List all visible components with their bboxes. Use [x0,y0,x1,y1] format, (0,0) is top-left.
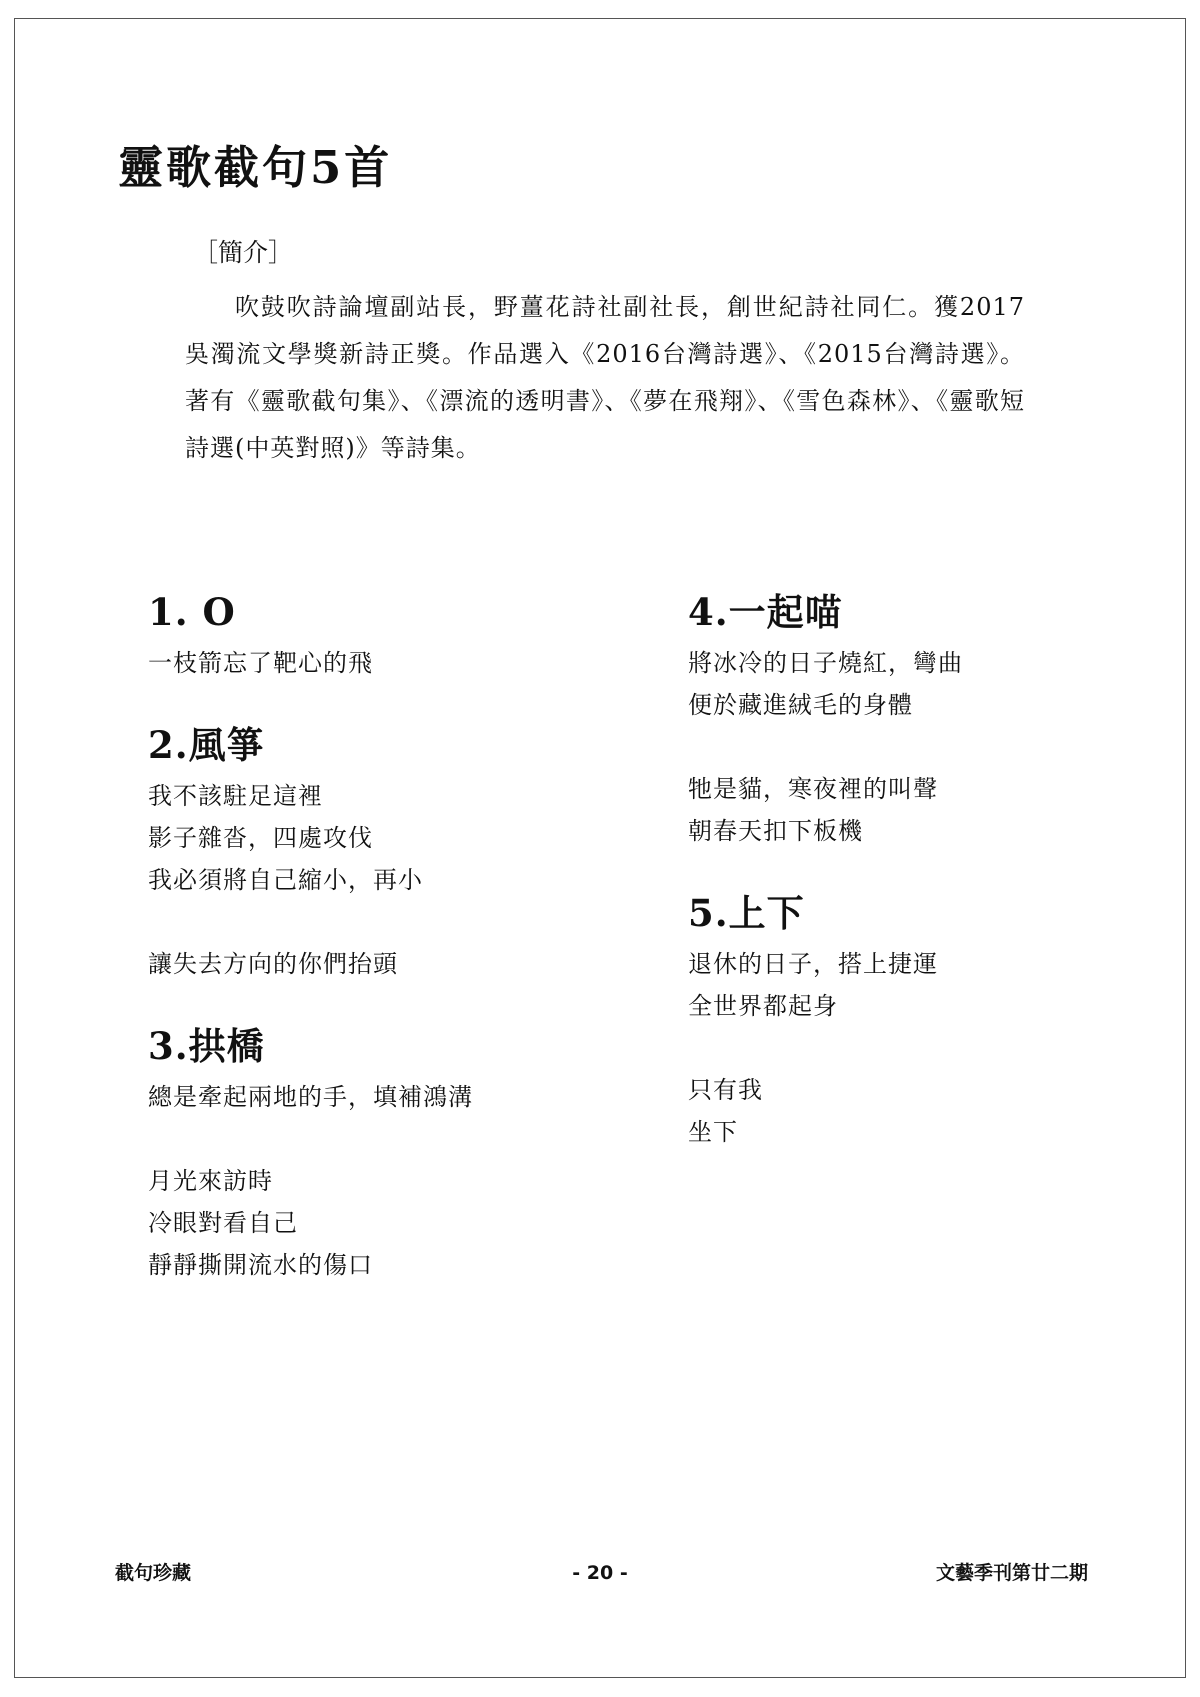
poem-line: 總是牽起兩地的手，填補鴻溝 [148,1083,473,1111]
poem-3 [148,1020,578,1286]
poem-title: 4.一起喵 [688,590,843,634]
poem-line: 影子雜沓，四處攻伐 [148,824,373,852]
poem-line: 牠是貓，寒夜裡的叫聲 [688,775,938,803]
poem-line: 坐下 [688,1118,738,1146]
stanza [148,1160,578,1286]
poem-title: 5.上下 [688,891,805,935]
poem-line: 靜靜撕開流水的傷口 [148,1251,373,1279]
poem-line: 便於藏進絨毛的身體 [688,691,913,719]
poem-line: 朝春天扣下板機 [688,817,863,845]
poem-line: 月光來訪時 [148,1167,273,1195]
poem-column-left [148,586,578,1321]
poem-line: 讓失去方向的你們抬頭 [148,950,398,978]
stanza [148,1076,578,1118]
poem-title: 3.拱橋 [148,1024,265,1068]
poem-line: 我不該駐足這裡 [148,782,323,810]
footer-section-name: 截句珍藏 [115,1562,192,1584]
poem-line: 我必須將自己縮小，再小 [148,866,423,894]
poem-line: 冷眼對看自己 [148,1209,298,1237]
footer-publication: 文藝季刊第廿二期 [935,1562,1088,1584]
poem-line: 全世界都起身 [688,992,838,1020]
poem-line: 將冰冷的日子燒紅，彎曲 [688,649,963,677]
stanza [148,775,578,901]
stanza [148,642,578,684]
intro-body: 吹鼓吹詩論壇副站長，野薑花詩社副社長，創世紀詩社同仁。獲2017吳濁流文學獎新詩正獎。作品選入《2016台灣詩選》、《2015台灣詩選》。著有《靈歌截句集》、《漂流的透明書》、《夢在飛翔》、《雪色森林》、《靈歌短詩選(中英對照)》等詩集。 [185,293,1025,462]
footer-page-number: - 20 - [572,1562,628,1584]
stanza [688,1069,1118,1153]
page-title: 靈歌截句5首 [118,141,393,194]
poem-line: 退休的日子，搭上捷運 [688,950,938,978]
poem-4 [688,586,1118,852]
poem-2 [148,719,578,985]
stanza [688,943,1118,1027]
poem-title: 2.風箏 [148,723,265,767]
poem-line: 只有我 [688,1076,763,1104]
stanza [688,642,1118,726]
poem-line: 一枝箭忘了靶心的飛 [148,649,373,677]
stanza [148,943,578,985]
intro-label: ［簡介］ [193,238,294,267]
poem-column-right [688,586,1118,1188]
poem-5 [688,887,1118,1153]
poem-title: 1. O [148,590,236,634]
poem-1 [148,586,578,684]
stanza [688,768,1118,852]
